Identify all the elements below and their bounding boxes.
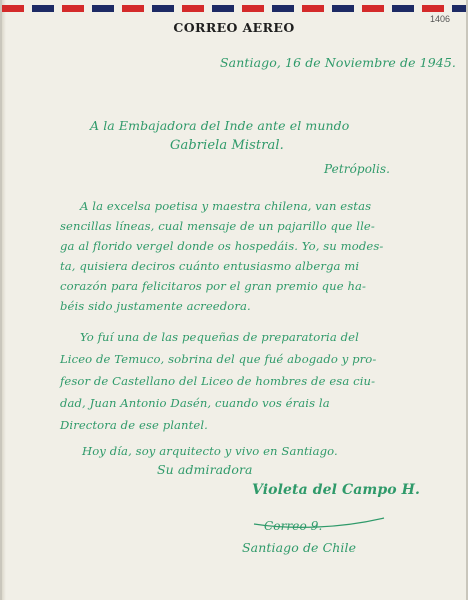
airmail-stripe bbox=[2, 5, 466, 12]
salutation-line-1: A la Embajadora del Inde ante el mundo bbox=[90, 118, 350, 133]
body-line-12: Hoy día, soy arquitecto y vivo en Santiago. bbox=[82, 444, 338, 458]
page-edge bbox=[2, 0, 6, 600]
body-line-4: ta, quisiera deciros cuánto entusiasmo alberga mi bbox=[60, 259, 360, 273]
place-line: Petrópolis. bbox=[324, 162, 391, 176]
letter-sheet bbox=[2, 0, 466, 600]
body-line-2: sencillas líneas, cual mensaje de un pajarillo que lle- bbox=[60, 219, 375, 233]
address-line-2: Santiago de Chile bbox=[242, 540, 357, 555]
body-line-5: corazón para felicitaros por el gran premio que ha- bbox=[60, 279, 367, 293]
body-line-9: fesor de Castellano del Liceo de hombres de esa ciu- bbox=[60, 374, 376, 388]
archive-number: 1406 bbox=[429, 14, 450, 24]
body-line-1: A la excelsa poetisa y maestra chilena, van estas bbox=[80, 199, 372, 213]
salutation-line-2: Gabriela Mistral. bbox=[170, 138, 284, 153]
signature: Violeta del Campo H. bbox=[252, 482, 420, 498]
letterhead-title: CORREO AEREO bbox=[173, 20, 295, 35]
body-line-3: ga al florido vergel donde os hospedáis. Yo, su modes- bbox=[60, 239, 384, 253]
body-line-11: Directora de ese plantel. bbox=[60, 418, 208, 432]
body-line-7: Yo fuí una de las pequeñas de preparatoria del bbox=[80, 330, 359, 344]
address-line-1: Correo 9. bbox=[264, 519, 323, 533]
body-line-8: Liceo de Temuco, sobrina del que fué abogado y pro- bbox=[60, 352, 377, 366]
body-line-10: dad, Juan Antonio Dasén, cuando vos érais la bbox=[60, 396, 330, 410]
body-line-6: béis sido justamente acreedora. bbox=[60, 299, 251, 313]
closing-line: Su admiradora bbox=[157, 462, 253, 477]
date-line: Santiago, 16 de Noviembre de 1945. bbox=[220, 55, 456, 70]
